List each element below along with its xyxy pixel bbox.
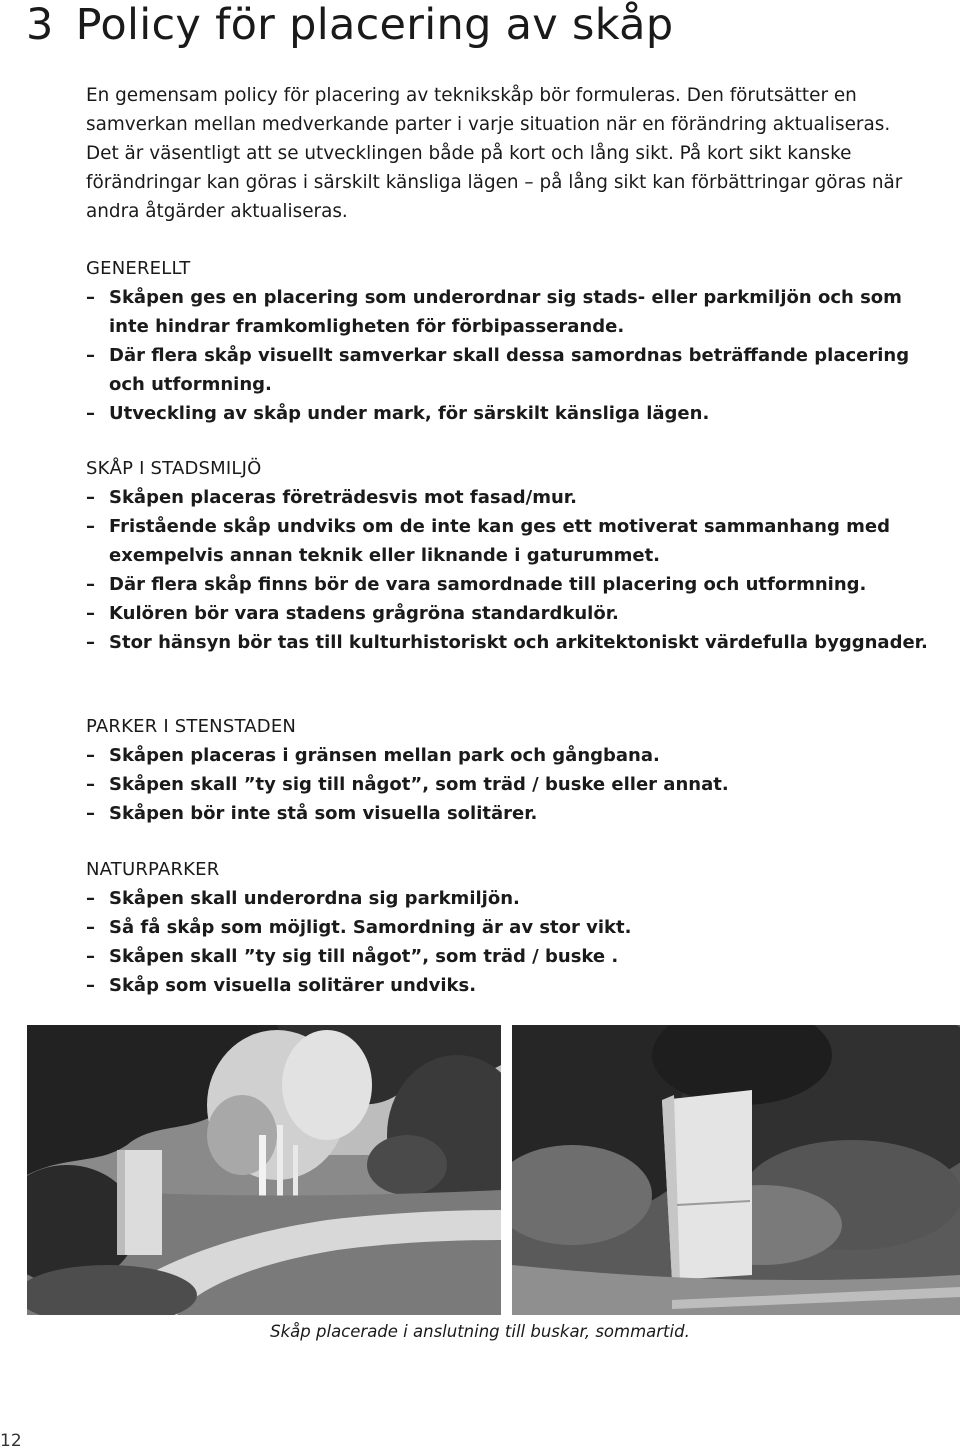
section-naturparker	[86, 855, 936, 1000]
list-item: – Där flera skåp finns bör de vara samordnade till placering och utformning.	[86, 574, 867, 595]
section-heading: PARKER I STENSTADEN	[86, 716, 297, 737]
chapter-title: Policy för placering av skåp	[75, 0, 674, 50]
section-heading: GENERELLT	[86, 258, 191, 279]
list-item: – Fristående skåp undviks om de inte kan ges ett motiverat sammanhang med exempelvis annan teknik eller liknande i gaturummet.	[86, 516, 890, 566]
photo-caption: Skåp placerade i anslutning till buskar, sommartid.	[270, 1322, 690, 1341]
section-heading: SKÅP I STADSMILJÖ	[86, 458, 262, 479]
list-item: – Skåpen bör inte stå som visuella solitärer.	[86, 803, 538, 824]
list-item: – Utveckling av skåp under mark, för särskilt känsliga lägen.	[86, 403, 710, 424]
list-item: – Skåpen placeras i gränsen mellan park och gångbana.	[86, 745, 660, 766]
page-title	[26, 0, 673, 50]
section-skap-i-stadsmiljo	[86, 454, 936, 657]
list-item: – Så få skåp som möjligt. Samordning är av stor vikt.	[86, 917, 632, 938]
list-item: – Skåpen skall ”ty sig till något”, som träd / buske eller annat.	[86, 774, 729, 795]
list-item: – Skåpen ges en placering som underordnar sig stads- eller parkmiljön och som inte hindrar framkomligheten för förbipasserande.	[86, 287, 902, 337]
section-heading: NATURPARKER	[86, 859, 220, 880]
intro-paragraph: En gemensam policy för placering av teknikskåp bör formuleras. Den förutsätter en samverkan mellan medverkande parter i varje situation när en förändring aktualiseras. Det är väsentligt att se utvecklingen både på kort och lång sikt. På kort sikt kanske förändringar kan göras i särskilt känsliga lägen – på lång sikt kan förbättringar göras när andra åtgärder aktualiseras.	[86, 85, 903, 222]
list-item: – Stor hänsyn bör tas till kulturhistoriskt och arkitektoniskt värdefulla byggnader.	[86, 632, 928, 653]
list-item: – Där flera skåp visuellt samverkar skall dessa samordnas beträffande placering och utformning.	[86, 345, 910, 395]
list-item: – Kulören bör vara stadens grågröna standardkulör.	[86, 603, 619, 624]
section-parker-i-stenstaden	[86, 712, 936, 828]
page-number: 12	[0, 1431, 22, 1451]
section-generellt	[86, 254, 936, 428]
photo-park-cabinet	[27, 1025, 501, 1315]
list-item: – Skåpen placeras företrädesvis mot fasad/mur.	[86, 487, 577, 508]
list-item: – Skåp som visuella solitärer undviks.	[86, 975, 477, 996]
chapter-number: 3	[26, 0, 54, 50]
list-item: – Skåpen skall ”ty sig till något”, som träd / buske .	[86, 946, 619, 967]
photo-bush-cabinet	[512, 1025, 960, 1315]
list-item: – Skåpen skall underordna sig parkmiljön.	[86, 888, 520, 909]
